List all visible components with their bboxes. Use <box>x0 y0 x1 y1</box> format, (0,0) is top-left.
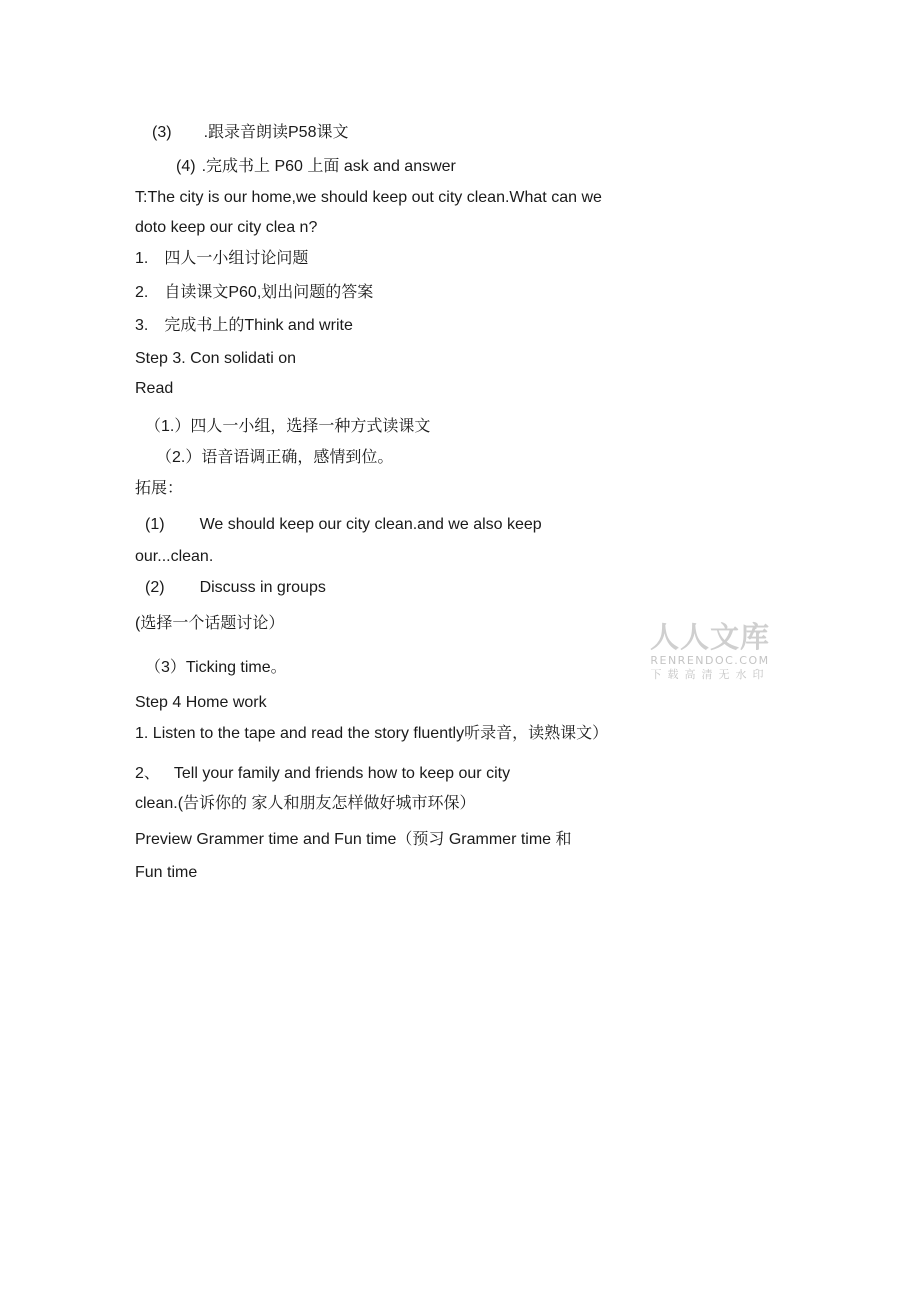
item-text: Tell your family and friends how to keep our city <box>173 765 511 782</box>
watermark-logo-text: 人人文库 <box>649 620 770 654</box>
item-text: Discuss in groups <box>199 579 326 596</box>
extension-item-3: （3）Ticking time。 <box>145 659 287 676</box>
read-item-2: （2.）语音语调正确，感情到位。 <box>156 449 394 466</box>
extension-item-1 <box>145 515 542 535</box>
item-number: 3. <box>135 317 149 334</box>
item-number: (1) <box>145 516 165 533</box>
watermark-url: RENRENDOC.COM <box>650 654 770 667</box>
item-text: .完成书上 P60 上面 ask and answer <box>201 158 456 175</box>
item-text: 四人一小组讨论问题 <box>164 250 309 267</box>
item-text: .跟录音朗读P58课文 <box>203 124 349 141</box>
teacher-question-line-2: doto keep our city clea n? <box>135 219 318 236</box>
extension-item-2 <box>145 578 326 598</box>
item-number: 1. <box>135 250 149 267</box>
task-3-line <box>135 316 353 336</box>
item-number: 2、 <box>135 765 160 782</box>
item-number: (2) <box>145 579 165 596</box>
homework-item-1: 1. Listen to the tape and read the story fluently听录音，读熟课文） <box>135 725 609 742</box>
step-4-heading: Step 4 Home work <box>135 694 267 711</box>
teacher-question-line-1: T:The city is our home,we should keep out city clean.What can we <box>135 189 602 206</box>
homework-item-2-continued: clean.(告诉你的 家人和朋友怎样做好城市环保） <box>135 795 476 812</box>
watermark-slogan: 下载高清无水印 <box>650 668 770 681</box>
read-heading: Read <box>135 380 174 397</box>
item-text: 完成书上的Think and write <box>164 317 353 334</box>
item-text: We should keep our city clean.and we also keep <box>199 516 542 533</box>
item-4-line <box>176 157 456 177</box>
task-1-line <box>135 249 308 269</box>
renrendoc-watermark <box>645 620 775 682</box>
item-number: 2. <box>135 284 149 301</box>
item-number: (4) <box>176 158 196 175</box>
preview-line-1: Preview Grammer time and Fun time（预习 Grammer time 和 <box>135 831 572 848</box>
extension-item-1-continued: our...clean. <box>135 548 214 565</box>
item-text: 自读课文P60,划出问题的答案 <box>164 284 374 301</box>
step-3-heading: Step 3. Con solidati on <box>135 350 296 367</box>
item-3-line <box>152 123 348 143</box>
extension-heading: 拓展： <box>135 480 184 497</box>
topic-note: (选择一个话题讨论） <box>135 615 285 632</box>
read-item-1: （1.）四人一小组，选择一种方式读课文 <box>145 418 431 435</box>
homework-item-2 <box>135 764 510 784</box>
item-number: (3) <box>152 124 172 141</box>
task-2-line <box>135 283 373 303</box>
preview-line-2: Fun time <box>135 864 198 881</box>
